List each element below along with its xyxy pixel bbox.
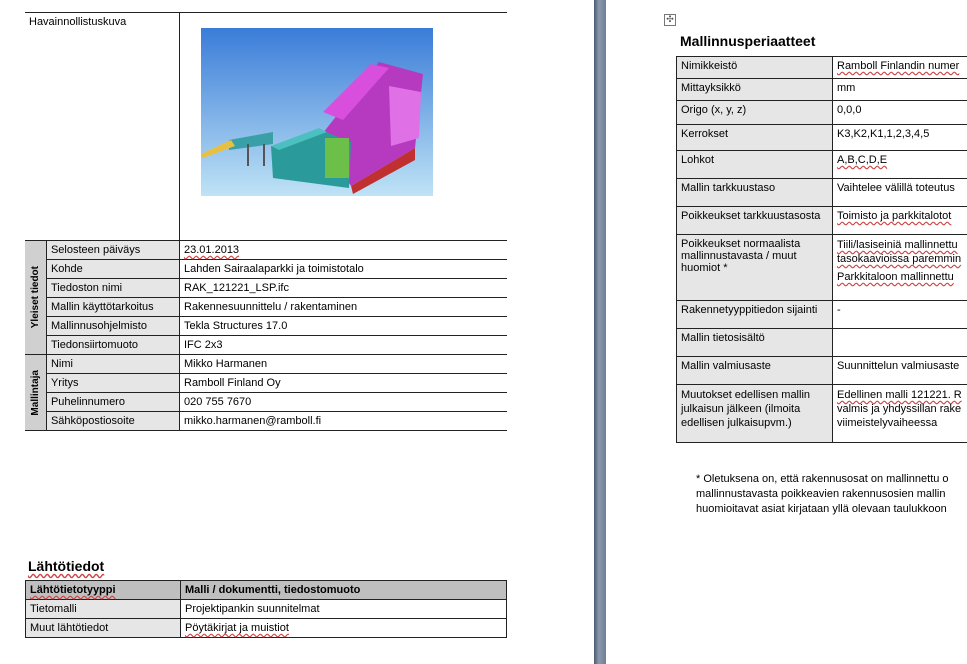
row-value[interactable]: RAK_121221_LSP.ifc — [180, 279, 508, 298]
row-label: Tiedonsiirtomuoto — [46, 336, 179, 355]
illustration-label: Havainnollistuskuva — [29, 16, 127, 28]
row-label: Muutokset edellisen mallin julkaisun jälkeen (ilmoita edellisen julkaisupvm.) — [677, 385, 833, 443]
row-label: Nimikkeistö — [677, 57, 833, 79]
row-value[interactable]: Pöytäkirjat ja muistiot — [181, 619, 507, 638]
row-label: Mallin valmiusaste — [677, 357, 833, 385]
footnote-line: mallinnustavasta poikkeavien rakennusosien mallin — [696, 488, 946, 500]
row-label: Mallin tietosisältö — [677, 329, 833, 357]
row-label: Sähköpostiosoite — [46, 412, 179, 431]
row-value[interactable]: Mikko Harmanen — [180, 355, 508, 374]
group-modeler-label: Mallintaja — [29, 369, 41, 416]
row-value[interactable]: K3,K2,K1,1,2,3,4,5 — [833, 125, 967, 151]
row-value[interactable]: IFC 2x3 — [180, 336, 508, 355]
row-value[interactable]: Tekla Structures 17.0 — [180, 317, 508, 336]
column-header-doc: Malli / dokumentti, tiedostomuoto — [181, 581, 507, 600]
row-label: Kerrokset — [677, 125, 833, 151]
row-value[interactable]: Projektipankin suunnitelmat — [181, 600, 507, 619]
row-value[interactable]: Ramboll Finlandin numer — [833, 57, 967, 79]
footnote-line: huomioitavat asiat kirjataan yllä olevaan taulukkoon — [696, 503, 947, 515]
row-value[interactable]: mm — [833, 79, 967, 101]
source-data-table — [25, 580, 507, 638]
row-value[interactable]: mikko.harmanen@ramboll.fi — [180, 412, 508, 431]
row-label: Origo (x, y, z) — [677, 101, 833, 125]
row-value[interactable]: Toimisto ja parkkitalotot — [833, 207, 967, 235]
section-heading-source-data: Lähtötiedot — [28, 558, 105, 574]
row-label: Selosteen päiväys — [46, 241, 179, 260]
row-value[interactable]: Ramboll Finland Oy — [180, 374, 508, 393]
page-gutter — [594, 0, 606, 664]
row-label: Kohde — [46, 260, 179, 279]
row-label: Mallin tarkkuustaso — [677, 179, 833, 207]
row-label: Yritys — [46, 374, 179, 393]
row-value[interactable]: - — [833, 301, 967, 329]
group-modeler-cell — [25, 355, 46, 431]
row-label: Muut lähtötiedot — [26, 619, 181, 638]
section-heading-modeling-principles: Mallinnusperiaatteet — [680, 33, 816, 49]
row-value[interactable] — [833, 329, 967, 357]
column-header-type: Lähtötietotyyppi — [26, 581, 181, 600]
row-label: Puhelinnumero — [46, 393, 179, 412]
row-label: Mittayksikkö — [677, 79, 833, 101]
row-value[interactable]: Rakennesuunnittelu / rakentaminen — [180, 298, 508, 317]
row-label: Nimi — [46, 355, 179, 374]
row-value[interactable]: Tiili/lasiseiniä mallinnettu tasokaavioissa paremmin Parkkitaloon mallinnettu — [833, 235, 967, 301]
row-label: Rakennetyyppitiedon sijainti — [677, 301, 833, 329]
row-value[interactable]: Vaihtelee välillä toteutus — [833, 179, 967, 207]
footnote — [696, 472, 967, 517]
row-value[interactable]: Edellinen malli 121221. R valmis ja yhdyssillan rake viimeistelyvaiheessa — [833, 385, 967, 443]
row-label: Poikkeukset tarkkuustasosta — [677, 207, 833, 235]
row-label: Lohkot — [677, 151, 833, 179]
group-general-label: Yleiset tiedot — [29, 266, 41, 329]
building-model-illustration — [201, 28, 433, 196]
row-value[interactable]: 020 755 7670 — [180, 393, 508, 412]
row-label: Tietomalli — [26, 600, 181, 619]
row-label: Mallin käyttötarkoitus — [46, 298, 179, 317]
row-label: Poikkeukset normaalista mallinnustavasta / muut huomiot * — [677, 235, 833, 301]
footnote-line: * Oletuksena on, että rakennusosat on mallinnettu o — [696, 473, 949, 485]
group-general-cell — [25, 241, 46, 355]
row-value[interactable]: Suunnittelun valmiusaste — [833, 357, 967, 385]
row-value[interactable]: 23.01.2013 — [180, 241, 508, 260]
row-label: Tiedoston nimi — [46, 279, 179, 298]
row-value[interactable]: A,B,C,D,E — [833, 151, 967, 179]
row-label: Mallinnusohjelmisto — [46, 317, 179, 336]
document-page-right[interactable] — [606, 0, 967, 664]
row-value[interactable]: 0,0,0 — [833, 101, 967, 125]
row-value[interactable]: Lahden Sairaalaparkki ja toimistotalo — [180, 260, 508, 279]
table-move-handle-icon[interactable]: ✣ — [664, 14, 676, 26]
illustration-label-cell — [25, 13, 180, 241]
modeling-principles-table — [676, 56, 967, 443]
